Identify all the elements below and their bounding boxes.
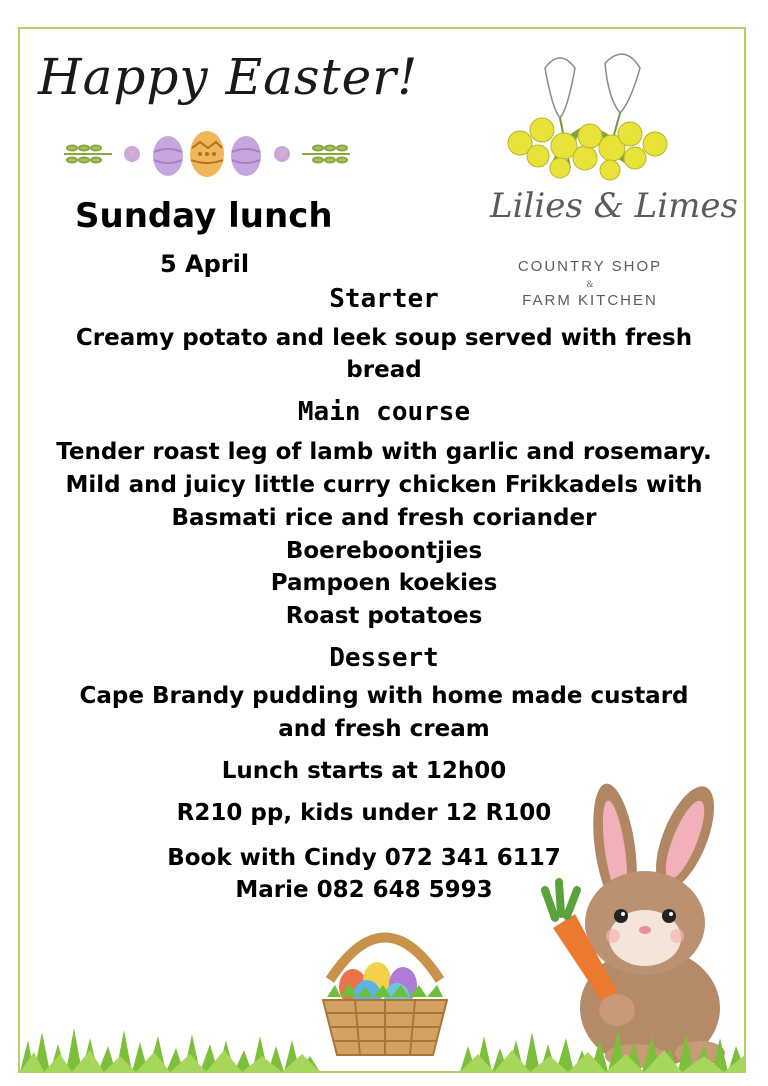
sunday-lunch-title: Sunday lunch xyxy=(75,196,333,236)
event-date: 5 April xyxy=(160,250,250,278)
main-course-heading: Main course xyxy=(297,397,471,427)
logo-farm-kitchen: FARM KITCHEN xyxy=(522,292,658,309)
dessert-heading: Dessert xyxy=(329,643,439,673)
dessert-line-1: Cape Brandy pudding with home made custard xyxy=(79,683,689,709)
grass-border-decoration xyxy=(20,1010,746,1072)
price-info: R210 pp, kids under 12 R100 xyxy=(176,800,552,826)
lilies-and-limes-logo xyxy=(490,48,738,318)
lily-flower-icon xyxy=(490,48,690,188)
logo-ampersand: & xyxy=(586,279,594,289)
main-line-1: Tender roast leg of lamb with garlic and rosemary. xyxy=(56,439,712,465)
booking-contact-cindy: Book with Cindy 072 341 6117 xyxy=(167,845,561,871)
booking-contact-marie: Marie 082 648 5993 xyxy=(235,877,493,903)
main-line-3: Basmati rice and fresh coriander xyxy=(171,505,597,531)
starter-line-2: bread xyxy=(346,357,422,383)
easter-egg-decoration xyxy=(62,128,352,180)
main-line-2: Mild and juicy little curry chicken Frikkadels with xyxy=(65,472,703,498)
main-line-6: Roast potatoes xyxy=(285,603,483,629)
main-line-5: Pampoen koekies xyxy=(270,570,498,596)
dessert-line-2: and fresh cream xyxy=(278,716,490,742)
lunch-time: Lunch starts at 12h00 xyxy=(221,758,507,784)
happy-easter-heading: Happy Easter! xyxy=(38,48,419,106)
starter-line-1: Creamy potato and leek soup served with fresh xyxy=(75,325,693,351)
logo-country-shop: COUNTRY SHOP xyxy=(517,258,663,275)
main-line-4: Boereboontjies xyxy=(285,538,483,564)
starter-heading: Starter xyxy=(329,284,439,314)
logo-wordmark: Lilies & Limes xyxy=(490,186,738,226)
